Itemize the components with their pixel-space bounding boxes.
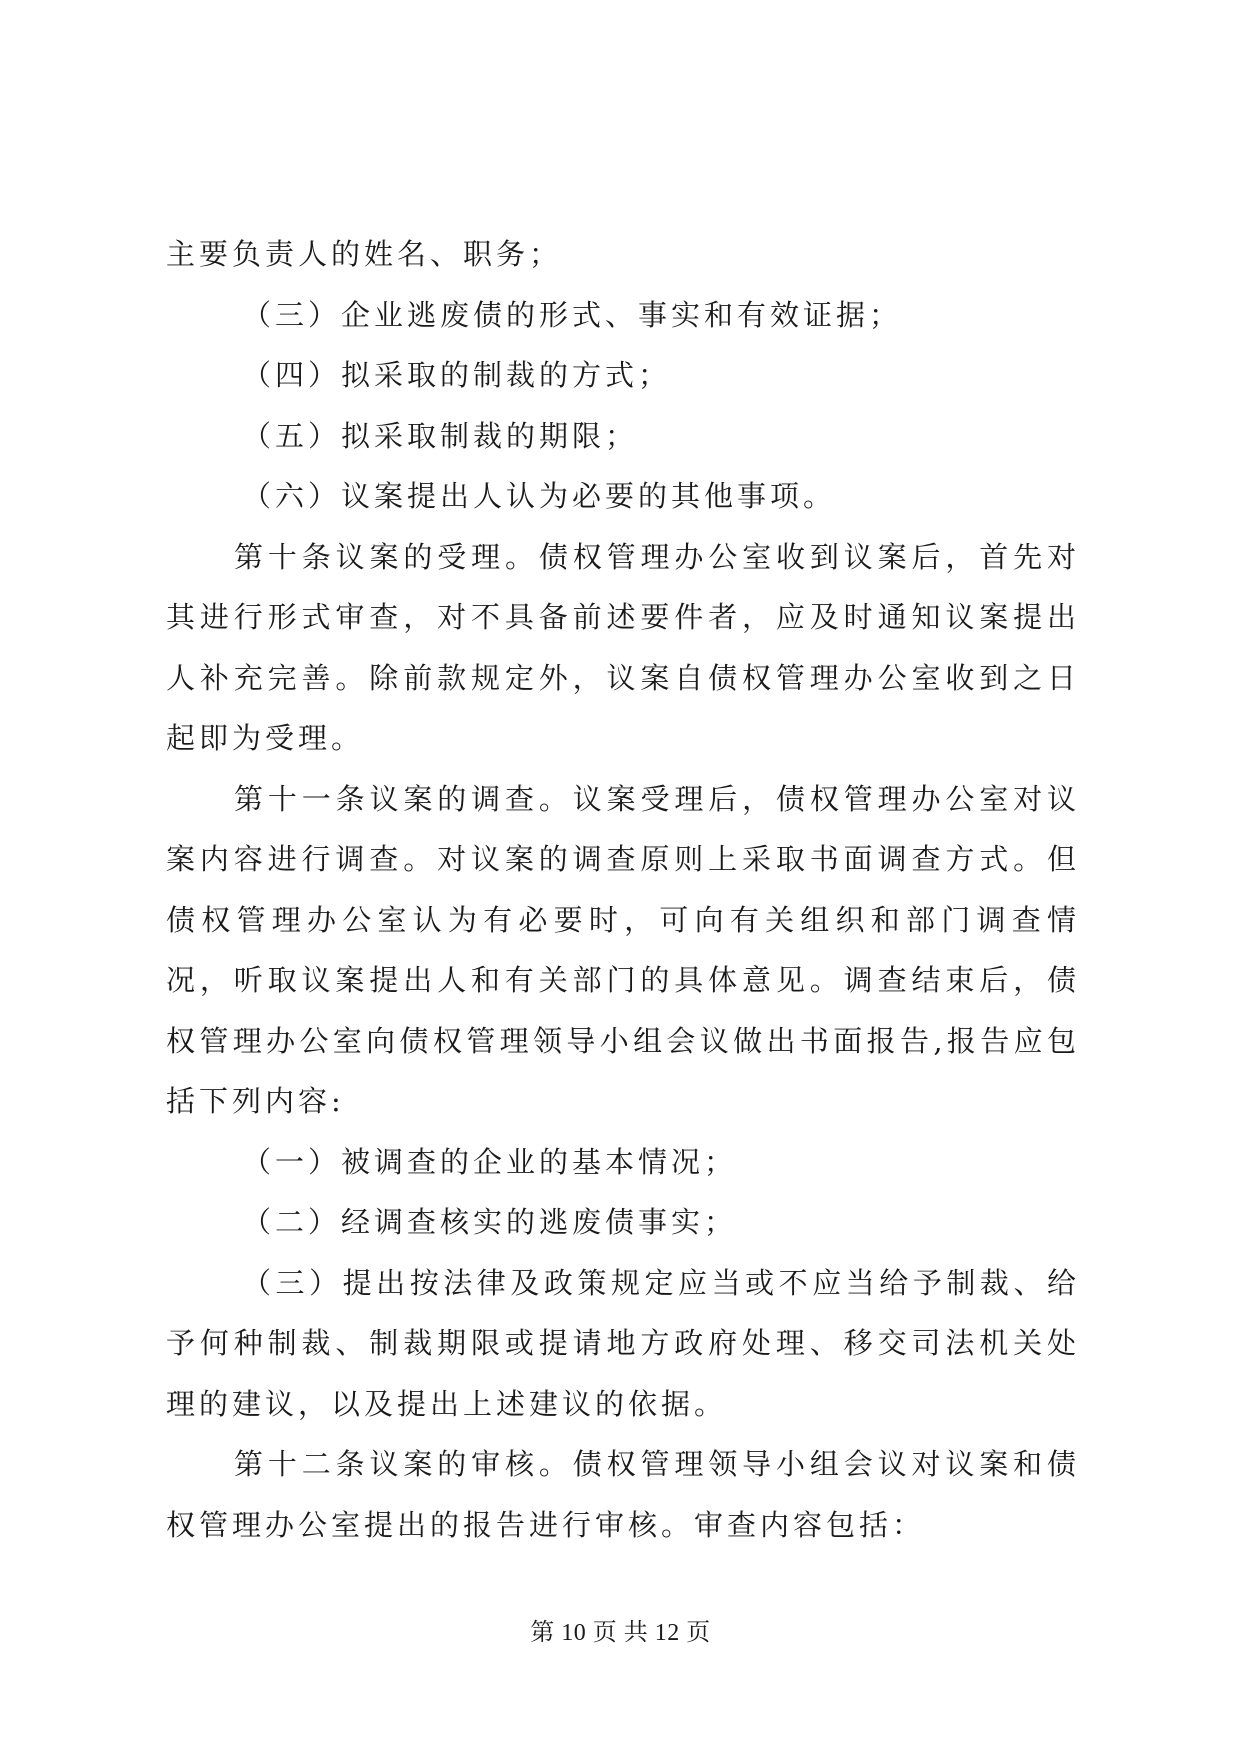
page-number: 第 10 页 共 12 页 — [530, 1620, 711, 1646]
list-item: （二）经调查核实的逃废债事实； — [242, 1205, 738, 1239]
paragraph-article-11: 第十一条议案的调查。议案受理后，债权管理办公室对议案内容进行调查。对议案的调查原则上采取书面调查方式。但债权管理办公室认为有必要时，可向有关组织和部门调查情况，听取议案提出人和有关部门的具体意见。调查结束后，债权管理办公室向债权管理领导小组会议做出书面报告,报告应包括下列内容: — [166, 781, 1080, 1118]
document-body — [166, 224, 1080, 1555]
paragraph-article-12: 第十二条议案的审核。债权管理领导小组会议对议案和债权管理办公室提出的报告进行审核。审查内容包括： — [166, 1447, 1080, 1542]
list-item: （五）拟采取制裁的期限； — [242, 418, 639, 453]
page-footer — [0, 1612, 1241, 1647]
list-item: （六）议案提出人认为必要的其他事项。 — [242, 479, 837, 513]
paragraph: 主要负责人的姓名、职务； — [166, 237, 563, 271]
list-item: （三）提出按法律及政策规定应当或不应当给予制裁、给予何种制裁、制裁期限或提请地方政府处理、移交司法机关处理的建议，以及提出上述建议的依据。 — [166, 1265, 1080, 1421]
paragraph-article-10: 第十条议案的受理。债权管理办公室收到议案后，首先对其进行形式审查，对不具备前述要件者，应及时通知议案提出人补充完善。除前款规定外，议案自债权管理办公室收到之日起即为受理。 — [166, 539, 1080, 755]
list-item: （四）拟采取的制裁的方式； — [242, 358, 672, 392]
list-item: （一）被调查的企业的基本情况； — [242, 1144, 738, 1179]
list-item: （三）企业逃废债的形式、事实和有效证据； — [242, 297, 903, 332]
